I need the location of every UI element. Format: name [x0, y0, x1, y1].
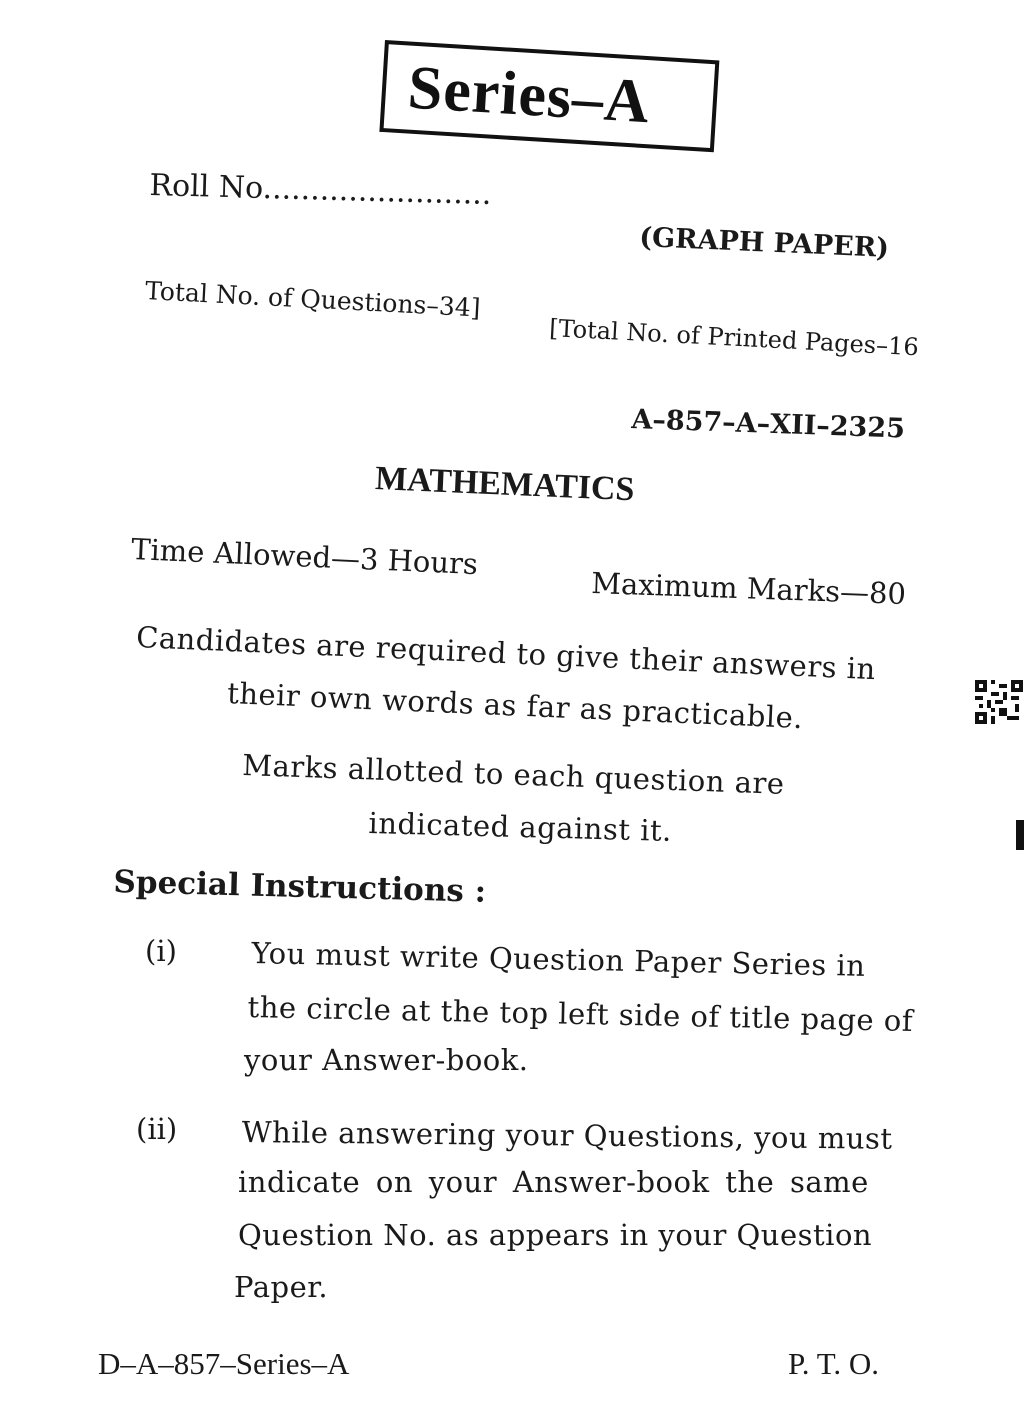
footer-series-code: D–A–857–Series–A	[98, 1346, 350, 1381]
series-stamp	[379, 40, 719, 152]
special-instructions-heading: Special Instructions :	[113, 864, 487, 910]
graph-paper-label: (GRAPH PAPER)	[638, 222, 890, 264]
paper-code: A–857–A–XII–2325	[630, 404, 906, 445]
instruction-2-line-3: Question No. as appears in your Question	[238, 1218, 873, 1252]
qr-code-icon	[975, 680, 1023, 724]
instruction-2-line-1: While answering your Questions, you must	[241, 1115, 893, 1156]
instruction-2-line-2: indicate on your Answer-book the same	[238, 1165, 869, 1199]
roll-number-field: Roll No........................	[149, 168, 492, 212]
candidates-note-line-1: Candidates are required to give their answers in	[135, 620, 877, 687]
instruction-number-1: (i)	[145, 934, 177, 968]
maximum-marks: Maximum Marks—80	[590, 566, 907, 611]
series-stamp-text: Series–A	[406, 53, 652, 136]
time-allowed: Time Allowed—3 Hours	[130, 532, 479, 582]
marks-note-line-2: indicated against it.	[368, 806, 673, 848]
subject-title: MATHEMATICS	[374, 460, 636, 509]
marks-note-line-1: Marks allotted to each question are	[241, 748, 786, 801]
instruction-1-line-3: your Answer-book.	[244, 1043, 529, 1077]
total-pages: [Total No. of Printed Pages–16	[548, 314, 920, 362]
footer-pto: P. T. O.	[788, 1346, 880, 1381]
instruction-1-line-1: You must write Question Paper Series in	[251, 936, 866, 983]
edge-mark	[1016, 820, 1024, 850]
total-questions: Total No. of Questions–34]	[144, 276, 482, 323]
instruction-1-line-2: the circle at the top left side of title page of	[247, 990, 914, 1038]
instruction-number-2: (ii)	[136, 1112, 178, 1146]
instruction-2-line-4: Paper.	[234, 1270, 329, 1304]
candidates-note-line-2: their own words as far as practicable.	[226, 676, 804, 736]
